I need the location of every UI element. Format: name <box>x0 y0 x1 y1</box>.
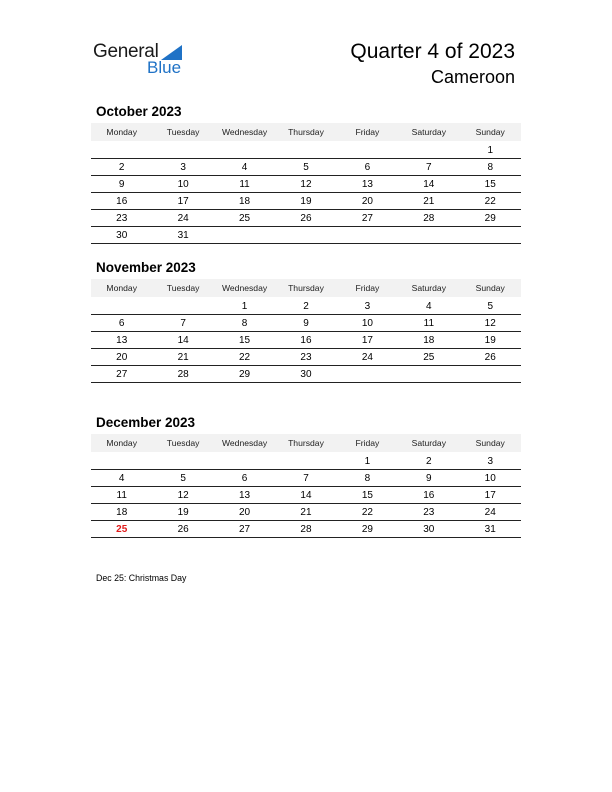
logo <box>93 41 193 81</box>
day-cell: 24 <box>177 213 189 224</box>
day-cell: 21 <box>423 196 435 207</box>
day-cell: 26 <box>177 524 189 535</box>
weekday-label: Wednesday <box>221 438 268 448</box>
day-cell: 13 <box>116 335 128 346</box>
logo-blue-text: Blue <box>147 58 182 77</box>
weekday-label: Monday <box>106 283 137 293</box>
weekday-header <box>91 123 521 141</box>
day-cell <box>91 298 152 314</box>
day-cell: 13 <box>361 179 373 190</box>
weekday-label: Friday <box>355 438 380 448</box>
day-cell: 3 <box>487 456 494 467</box>
week-row <box>91 298 521 315</box>
day-cell <box>91 142 152 158</box>
day-cell: 5 <box>180 473 186 484</box>
day-cell: 11 <box>423 318 435 329</box>
day-cell: 30 <box>116 230 128 241</box>
weekday-label: Monday <box>106 127 137 137</box>
week-row <box>91 142 521 159</box>
day-cell: 16 <box>300 335 312 346</box>
week-row <box>91 332 521 349</box>
day-cell: 29 <box>238 369 251 380</box>
day-cell: 2 <box>426 456 432 467</box>
day-cell: 17 <box>177 196 189 207</box>
day-cell: 28 <box>177 369 189 380</box>
day-cell <box>91 453 152 469</box>
day-cell: 23 <box>423 507 435 518</box>
day-cell: 4 <box>118 473 125 484</box>
day-cell <box>152 298 213 314</box>
day-cell: 24 <box>484 507 496 518</box>
day-cell: 18 <box>116 507 128 518</box>
day-cell: 24 <box>361 352 373 363</box>
day-cell: 1 <box>364 456 371 467</box>
weekday-label: Saturday <box>411 127 447 137</box>
weekday-label: Wednesday <box>221 127 268 137</box>
day-cell: 21 <box>300 507 312 518</box>
day-cell: 7 <box>426 162 432 173</box>
day-cell: 28 <box>300 524 312 535</box>
weekday-label: Thursday <box>288 283 324 293</box>
day-cell: 15 <box>238 335 251 346</box>
day-cell <box>275 142 336 158</box>
day-cell <box>275 453 336 469</box>
day-cell: 27 <box>361 213 373 224</box>
day-cell: 27 <box>238 524 251 535</box>
day-cell <box>460 366 521 382</box>
day-cell: 19 <box>177 507 189 518</box>
day-cell: 23 <box>300 352 312 363</box>
day-cell: 9 <box>426 473 432 484</box>
day-cell <box>398 366 459 382</box>
month-title: November 2023 <box>96 260 196 275</box>
day-cell: 10 <box>484 473 496 484</box>
day-cell: 3 <box>180 162 186 173</box>
day-cell: 15 <box>484 179 496 190</box>
day-cell: 2 <box>118 162 125 173</box>
day-cell: 16 <box>423 490 435 501</box>
day-cell: 6 <box>364 162 371 173</box>
day-cell: 7 <box>180 318 186 329</box>
day-cell: 7 <box>303 473 309 484</box>
day-cell: 8 <box>487 162 494 173</box>
day-cell: 17 <box>361 335 373 346</box>
weekday-header <box>91 279 521 297</box>
day-cell: 12 <box>300 179 312 190</box>
day-cell: 6 <box>241 473 248 484</box>
week-row <box>91 504 521 521</box>
day-cell: 8 <box>241 318 248 329</box>
week-row <box>91 470 521 487</box>
day-cell: 10 <box>361 318 373 329</box>
page-title: Quarter 4 of 2023 <box>350 40 515 63</box>
weekday-label: Tuesday <box>166 283 200 293</box>
day-cell: 17 <box>484 490 496 501</box>
country-name: Cameroon <box>430 67 515 87</box>
day-cell: 30 <box>423 524 435 535</box>
day-cell <box>337 366 398 382</box>
weekday-label: Tuesday <box>166 127 200 137</box>
day-cell: 22 <box>238 352 251 363</box>
day-cell: 31 <box>177 230 189 241</box>
week-row <box>91 193 521 210</box>
day-cell: 26 <box>300 213 312 224</box>
weekday-label: Sunday <box>475 283 505 293</box>
day-cell: 29 <box>361 524 373 535</box>
week-row <box>91 349 521 366</box>
day-cell: 3 <box>364 301 371 312</box>
day-cell: 1 <box>241 301 248 312</box>
day-cell: 11 <box>239 179 250 190</box>
week-row <box>91 521 521 538</box>
day-cell: 18 <box>238 196 251 207</box>
day-cell: 20 <box>361 196 373 207</box>
week-row <box>91 210 521 227</box>
weekday-label: Thursday <box>288 127 324 137</box>
day-cell: 9 <box>303 318 309 329</box>
day-cell: 30 <box>300 369 312 380</box>
day-cell: 14 <box>423 179 435 190</box>
day-cell: 4 <box>426 301 432 312</box>
holiday-note: Dec 25: Christmas Day <box>96 573 187 583</box>
day-cell: 4 <box>241 162 248 173</box>
week-row <box>91 487 521 504</box>
day-cell: 21 <box>177 352 189 363</box>
day-cell: 20 <box>116 352 128 363</box>
day-cell: 16 <box>116 196 128 207</box>
day-cell <box>337 142 398 158</box>
month-title: October 2023 <box>96 104 182 119</box>
weekday-label: Friday <box>355 127 380 137</box>
day-cell: 10 <box>177 179 189 190</box>
day-cell <box>152 142 213 158</box>
week-row <box>91 366 521 383</box>
month-title: December 2023 <box>96 415 196 430</box>
day-cell <box>214 227 275 243</box>
day-cell: 29 <box>484 213 496 224</box>
day-cell <box>398 142 459 158</box>
day-cell: 20 <box>238 507 251 518</box>
day-cell: 14 <box>177 335 189 346</box>
weekday-label: Saturday <box>411 438 447 448</box>
day-cell: 5 <box>487 301 494 312</box>
day-cell: 14 <box>300 490 312 501</box>
week-row <box>91 159 521 176</box>
weekday-label: Saturday <box>411 283 447 293</box>
day-cell: 27 <box>116 369 128 380</box>
week-row <box>91 453 521 470</box>
week-row <box>91 315 521 332</box>
day-cell: 5 <box>303 162 309 173</box>
weekday-label: Sunday <box>475 127 505 137</box>
day-cell: 23 <box>116 213 128 224</box>
day-cell: 19 <box>484 335 496 346</box>
day-cell: 11 <box>116 490 127 501</box>
weekday-label: Friday <box>355 283 380 293</box>
day-cell: 8 <box>364 473 371 484</box>
day-cell: 25 <box>238 213 251 224</box>
day-cell: 9 <box>118 179 125 190</box>
weekday-label: Wednesday <box>221 283 268 293</box>
weekday-label: Sunday <box>475 438 505 448</box>
day-cell: 2 <box>303 301 309 312</box>
weekday-label: Monday <box>106 438 137 448</box>
day-cell: 25 <box>423 352 435 363</box>
day-cell: 6 <box>118 318 125 329</box>
day-cell <box>214 453 275 469</box>
weekday-label: Tuesday <box>166 438 200 448</box>
day-cell: 12 <box>177 490 189 501</box>
day-cell: 12 <box>484 318 496 329</box>
day-cell <box>337 227 398 243</box>
week-row <box>91 176 521 193</box>
weekday-label: Thursday <box>288 438 324 448</box>
day-cell <box>275 227 336 243</box>
day-cell: 31 <box>484 524 496 535</box>
weekday-header <box>91 434 521 452</box>
day-cell: 13 <box>238 490 251 501</box>
day-cell: 1 <box>487 145 494 156</box>
day-cell <box>460 227 521 243</box>
day-cell <box>214 142 275 158</box>
day-cell: 22 <box>361 507 373 518</box>
day-cell: 18 <box>423 335 435 346</box>
logo-general-text: General <box>93 41 159 62</box>
day-cell: 15 <box>361 490 373 501</box>
day-cell: 22 <box>484 196 496 207</box>
day-cell: 28 <box>423 213 435 224</box>
day-cell: 26 <box>484 352 496 363</box>
day-cell <box>398 227 459 243</box>
day-cell: 19 <box>300 196 312 207</box>
day-cell <box>152 453 213 469</box>
week-row <box>91 227 521 244</box>
holiday-day-cell: 25 <box>116 524 128 535</box>
